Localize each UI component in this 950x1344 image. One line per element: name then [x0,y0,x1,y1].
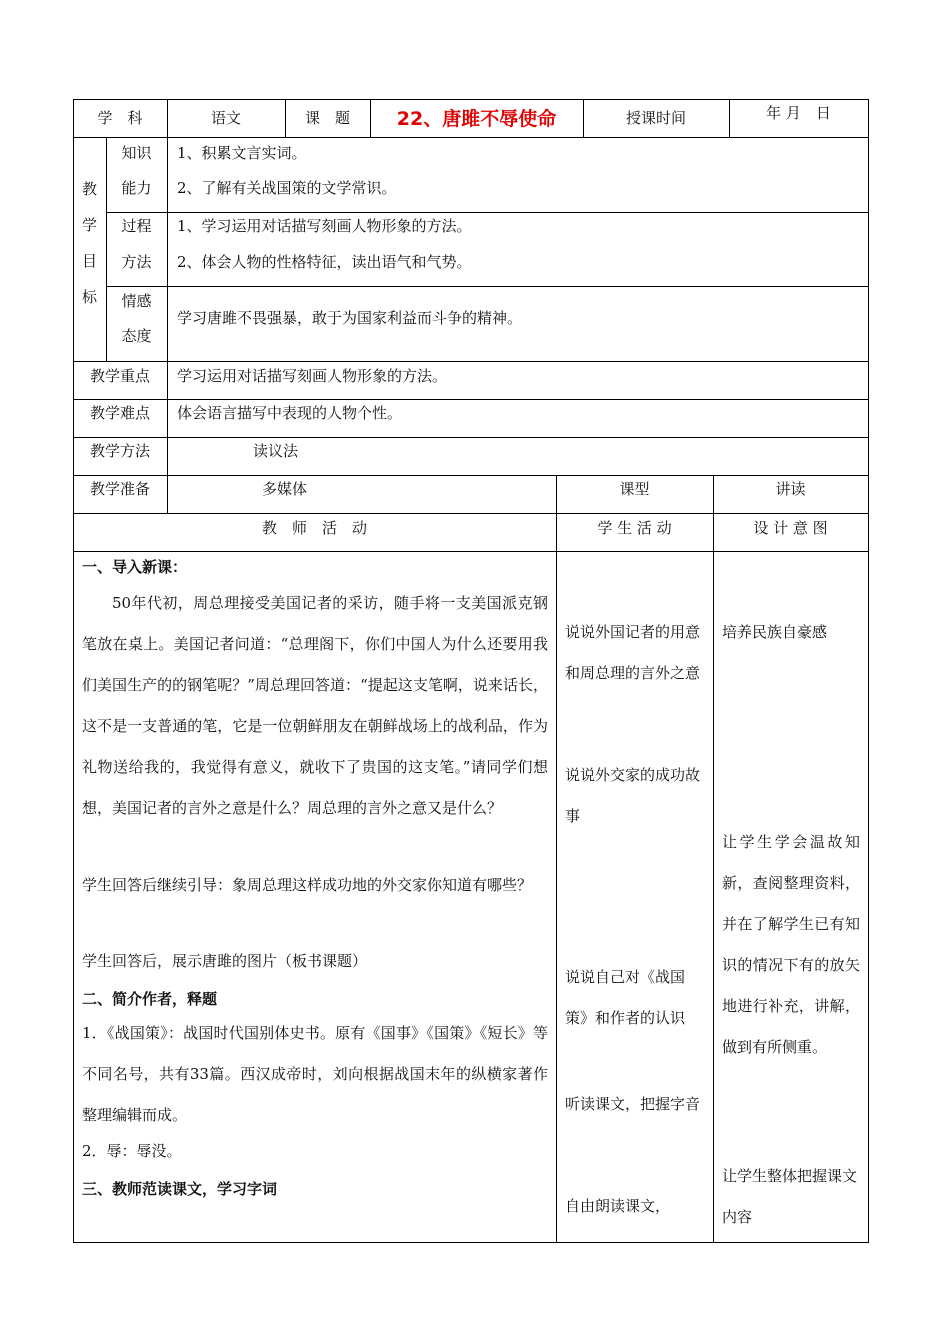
design-intent-2: 让学生学会温故知新，查阅整理资料，并在了解学生已有知识的情况下有的放矢地进行补充，讲解，做到有所侧重。 [722,833,860,1056]
row-line-objectives [73,361,869,362]
subject-label: 学 科 [97,109,143,127]
student-activity-3: 说说自己对《战国策》和作者的认识 [565,968,686,1027]
knowledge-item-1: 1、积累文言实词。 [177,144,307,162]
row-line-knowledge [106,212,869,213]
design-intent-3: 让学生整体把握课文内容 [722,1167,858,1226]
process-item-1: 1、学习运用对话描写刻画人物形象的方法。 [177,217,472,235]
zhanguoce-note: 1．《战国策》：战国时代国别体史书。原有《国事》《国策》《短长》等不同名号，共有33篇。西汉成帝时，刘向根据战国末年的纵横家著作整理编辑而成。 [82,1024,548,1124]
time-label: 授课时间 [625,109,686,127]
knowledge-label-2: 能力 [121,179,152,197]
attitude-label-1: 情感 [121,292,152,310]
objectives-char-4: 标 [81,288,97,306]
row-line-focus [73,399,869,400]
student-activity-5: 自由朗读课文， [565,1197,671,1215]
table-border-top [73,99,869,100]
col-line-label [167,99,168,513]
objectives-char-3: 目 [81,252,97,270]
process-label-2: 方法 [121,253,152,271]
guide-paragraph: 学生回答后继续引导：象周总理这样成功地的外交家你知道有哪些？ [82,876,533,894]
table-border-right [868,99,869,1243]
focus-value: 学习运用对话描写刻画人物形象的方法。 [177,367,448,385]
lesson-title: 22、唐雎不辱使命 [396,108,557,130]
teacher-activity-header: 教 师 活 动 [261,519,367,537]
student-activity-2: 说说外交家的成功故事 [565,766,701,825]
student-activity-4: 听读课文，把握字音 [565,1095,701,1113]
topic-label: 课 题 [304,109,350,127]
section-heading-intro: 一、导入新课： [82,558,188,576]
difficulty-label: 教学难点 [89,404,150,422]
design-intent-header: 设 计 意 图 [753,519,828,537]
intro-paragraph: 50年代初，周总理接受美国记者的采访，随手将一支美国派克钢笔放在桌上。美国记者问道：“总理阁下，你们中国人为什么还要用我们美国生产的的钢笔呢？”周总理回答道：“提起这支笔啊，说来话长，这不是一支普通的笔，它是一位朝鲜朋友在朝鲜战场上的战利品，作为礼物送给我的，我觉得有意义，就收下了贵国的这支笔。”请同学们想想，美国记者的言外之意是什么？周总理的言外之意又是什么？ [82,594,548,817]
row-line-difficulty [73,437,869,438]
knowledge-item-2: 2、了解有关战国策的文学常识。 [177,179,397,197]
col-line-prep-value [556,475,557,1243]
section-heading-reading: 三、教师范读课文，学习字词 [82,1180,278,1198]
student-activity-1: 说说外国记者的用意和周总理的言外之意 [565,623,701,682]
lesson-type-label: 课型 [619,480,650,498]
table-border-bottom [73,1242,869,1243]
design-intent-1: 培养民族自豪感 [722,623,828,641]
prep-label: 教学准备 [89,480,150,498]
subject-value: 语文 [210,109,241,127]
method-label: 教学方法 [89,442,150,460]
row-line-prep [73,513,869,514]
col-line-prep-type [713,475,714,1243]
method-value: 读议法 [253,442,299,460]
word-note-ru: 2．辱：辱没。 [82,1142,182,1160]
row-line-columns [73,551,869,552]
objectives-char-2: 学 [81,216,97,234]
attitude-label-2: 态度 [121,327,152,345]
objectives-char-1: 教 [81,180,97,198]
date-value: 年 月 日 [766,104,831,122]
difficulty-value: 体会语言描写中表现的人物个性。 [177,404,403,422]
student-activity-header: 学 生 活 动 [597,519,672,537]
row-line-header [73,137,869,138]
attitude-item-1: 学习唐雎不畏强暴，敢于为国家利益而斗争的精神。 [177,309,523,327]
focus-label: 教学重点 [89,367,150,385]
section-heading-author: 二、简介作者，释题 [82,990,218,1008]
prep-value: 多媒体 [262,480,308,498]
process-label-1: 过程 [121,217,152,235]
row-line-method [73,475,869,476]
show-picture-text: 学生回答后，展示唐雎的图片（板书课题） [82,952,368,970]
process-item-2: 2、体会人物的性格特征，读出语气和气势。 [177,253,472,271]
knowledge-label-1: 知识 [121,144,152,162]
lesson-type-value: 讲读 [775,480,806,498]
row-line-process [106,286,869,287]
